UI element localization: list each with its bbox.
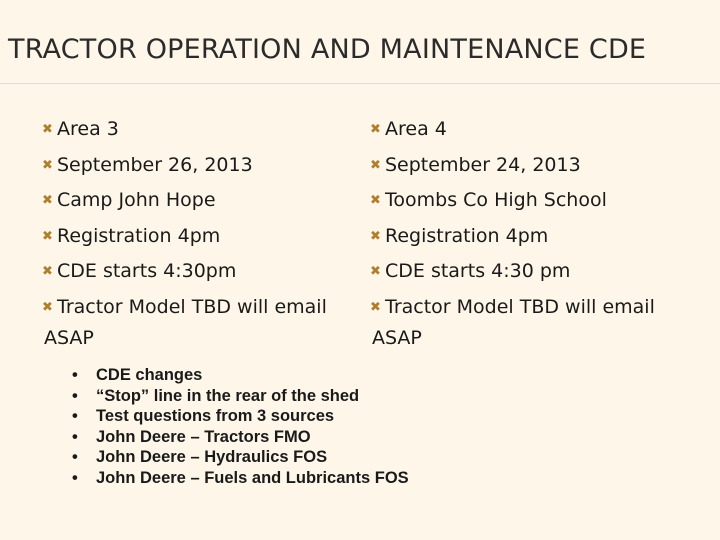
list-item: [44, 148, 344, 184]
x-bullet-icon: ✖: [370, 157, 381, 173]
list-item-text: Registration 4pm: [385, 224, 549, 247]
note-text: CDE changes: [96, 366, 203, 384]
x-bullet-icon: ✖: [370, 193, 381, 208]
source-item: [72, 427, 409, 448]
source-text: John Deere – Hydraulics FOS: [96, 448, 328, 466]
list-item-text: September 26, 2013: [57, 153, 253, 176]
list-item: [372, 254, 692, 290]
x-bullet-icon: ✖: [42, 193, 53, 208]
list-item: [372, 292, 692, 353]
x-bullet-icon: ✖: [42, 157, 53, 173]
list-item: [372, 183, 692, 219]
cde-notes: [72, 365, 409, 488]
bullet-icon: •: [72, 427, 78, 446]
list-item: [44, 292, 344, 353]
source-text: John Deere – Tractors FMO: [96, 427, 311, 446]
bullet-icon: •: [72, 407, 78, 425]
source-item: [72, 468, 409, 489]
x-bullet-icon: ✖: [370, 264, 381, 279]
note-text: “Stop” line in the rear of the shed: [96, 386, 360, 405]
list-item: [44, 254, 344, 290]
title-divider: [0, 83, 720, 84]
list-item-text: Registration 4pm: [57, 224, 221, 247]
list-item-text: Area 4: [385, 118, 447, 140]
source-text: John Deere – Fuels and Lubricants FOS: [96, 468, 409, 487]
x-bullet-icon: ✖: [370, 299, 381, 315]
area-4-column: [372, 112, 692, 353]
x-bullet-icon: ✖: [370, 228, 381, 244]
x-bullet-icon: ✖: [42, 264, 53, 279]
list-item-text: CDE starts 4:30 pm: [385, 260, 571, 282]
x-bullet-icon: ✖: [42, 122, 53, 137]
bullet-icon: •: [72, 366, 78, 384]
list-item-text: Tractor Model TBD will email ASAP: [44, 295, 327, 349]
list-item: [372, 148, 692, 184]
list-item-text: September 24, 2013: [385, 153, 581, 176]
slide-title: TRACTOR OPERATION AND MAINTENANCE CDE: [8, 34, 647, 65]
list-item-text: Area 3: [57, 118, 119, 140]
x-bullet-icon: ✖: [42, 299, 53, 315]
list-item: [44, 219, 344, 255]
x-bullet-icon: ✖: [42, 228, 53, 244]
list-item: [44, 183, 344, 219]
area-3-column: [44, 112, 344, 353]
list-item-text: Camp John Hope: [57, 189, 216, 211]
list-item-text: Tractor Model TBD will email ASAP: [372, 295, 655, 349]
list-item: [372, 112, 692, 148]
note-item: [72, 386, 409, 407]
note-item: [72, 365, 409, 386]
list-item-text: Toombs Co High School: [385, 189, 607, 211]
note-item: [72, 406, 409, 427]
source-item: [72, 447, 409, 468]
x-bullet-icon: ✖: [370, 122, 381, 137]
bullet-icon: •: [72, 448, 78, 466]
list-item: [44, 112, 344, 148]
bullet-icon: •: [72, 386, 78, 405]
list-item-text: CDE starts 4:30pm: [57, 260, 237, 282]
note-text: Test questions from 3 sources: [96, 407, 335, 425]
bullet-icon: •: [72, 468, 78, 487]
list-item: [372, 219, 692, 255]
